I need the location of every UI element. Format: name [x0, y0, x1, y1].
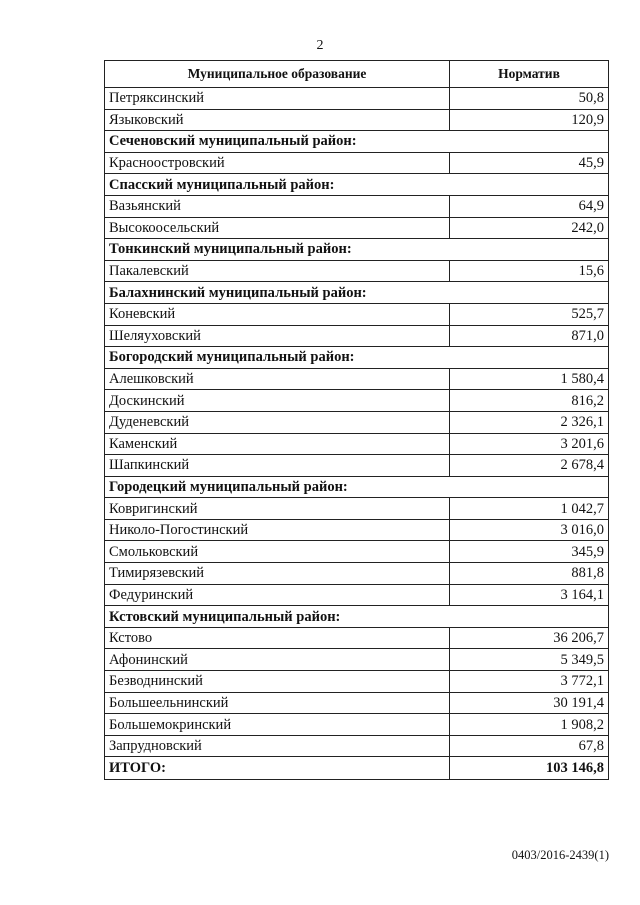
table-row	[105, 671, 609, 693]
table-row	[105, 325, 609, 347]
table-row	[105, 303, 609, 325]
table-row	[105, 692, 609, 714]
settlement-name: Николо-Погостинский	[105, 519, 450, 541]
norm-value: 1 580,4	[450, 368, 609, 390]
page-number: 2	[316, 38, 324, 53]
settlement-name: Коневский	[105, 303, 450, 325]
table-row	[105, 563, 609, 585]
settlement-name: Шеляуховский	[105, 325, 450, 347]
norm-value: 30 191,4	[450, 692, 609, 714]
norm-value: 67,8	[450, 735, 609, 757]
document-code: 0403/2016-2439(1)	[511, 848, 609, 862]
settlement-name: Смольковский	[105, 541, 450, 563]
settlement-name: Петряксинский	[105, 88, 450, 110]
table-row	[105, 714, 609, 736]
table-row	[105, 152, 609, 174]
settlement-name: Каменский	[105, 433, 450, 455]
norm-value: 3 772,1	[450, 671, 609, 693]
norm-value: 816,2	[450, 390, 609, 412]
norm-value: 345,9	[450, 541, 609, 563]
norm-value: 3 201,6	[450, 433, 609, 455]
settlement-name: Высокоосельский	[105, 217, 450, 239]
table-row	[105, 217, 609, 239]
table-row	[105, 88, 609, 110]
district-group-row	[105, 131, 609, 153]
table-row	[105, 411, 609, 433]
settlement-name: Алешковский	[105, 368, 450, 390]
district-group-row	[105, 239, 609, 261]
norm-value: 120,9	[450, 109, 609, 131]
district-name: Городецкий муниципальный район:	[105, 476, 609, 498]
norm-value: 36 206,7	[450, 627, 609, 649]
norm-value: 242,0	[450, 217, 609, 239]
table-row	[105, 368, 609, 390]
total-row	[105, 757, 609, 780]
settlement-name: Доскинский	[105, 390, 450, 412]
table-row	[105, 584, 609, 606]
table-row	[105, 627, 609, 649]
table-row	[105, 390, 609, 412]
settlement-name: Запрудновский	[105, 735, 450, 757]
norm-value: 3 164,1	[450, 584, 609, 606]
district-group-row	[105, 282, 609, 304]
district-name: Спасский муниципальный район:	[105, 174, 609, 196]
norm-value: 5 349,5	[450, 649, 609, 671]
settlement-name: Тимирязевский	[105, 563, 450, 585]
norm-table	[104, 60, 609, 780]
settlement-name: Пакалевский	[105, 260, 450, 282]
table-row	[105, 735, 609, 757]
norm-value: 871,0	[450, 325, 609, 347]
norm-value: 2 678,4	[450, 455, 609, 477]
district-group-row	[105, 606, 609, 628]
settlement-name: Афонинский	[105, 649, 450, 671]
district-name: Кстовский муниципальный район:	[105, 606, 609, 628]
district-name: Сеченовский муниципальный район:	[105, 131, 609, 153]
district-name: Балахнинский муниципальный район:	[105, 282, 609, 304]
district-name: Тонкинский муниципальный район:	[105, 239, 609, 261]
table-row	[105, 433, 609, 455]
settlement-name: Большеельнинский	[105, 692, 450, 714]
table-header-row	[105, 61, 609, 88]
district-group-row	[105, 476, 609, 498]
settlement-name: Федуринский	[105, 584, 450, 606]
total-label: ИТОГО:	[105, 757, 450, 780]
settlement-name: Дуденевский	[105, 411, 450, 433]
settlement-name: Кстово	[105, 627, 450, 649]
norm-value: 64,9	[450, 195, 609, 217]
district-group-row	[105, 174, 609, 196]
norm-value: 50,8	[450, 88, 609, 110]
settlement-name: Ковригинский	[105, 498, 450, 520]
table-row	[105, 195, 609, 217]
header-municipality: Муниципальное образование	[105, 61, 450, 88]
table-body	[105, 88, 609, 780]
table-row	[105, 649, 609, 671]
header-norm: Норматив	[450, 61, 609, 88]
norm-value: 525,7	[450, 303, 609, 325]
table-row	[105, 109, 609, 131]
settlement-name: Шапкинский	[105, 455, 450, 477]
settlement-name: Красноостровский	[105, 152, 450, 174]
settlement-name: Безводнинский	[105, 671, 450, 693]
table-row	[105, 541, 609, 563]
table-row	[105, 498, 609, 520]
table-row	[105, 455, 609, 477]
settlement-name: Вазьянский	[105, 195, 450, 217]
settlement-name: Большемокринский	[105, 714, 450, 736]
total-value: 103 146,8	[450, 757, 609, 780]
norm-value: 1 908,2	[450, 714, 609, 736]
district-group-row	[105, 347, 609, 369]
norm-value: 3 016,0	[450, 519, 609, 541]
district-name: Богородский муниципальный район:	[105, 347, 609, 369]
norm-value: 45,9	[450, 152, 609, 174]
table-row	[105, 260, 609, 282]
norm-value: 2 326,1	[450, 411, 609, 433]
norm-value: 881,8	[450, 563, 609, 585]
norm-value: 1 042,7	[450, 498, 609, 520]
table-row	[105, 519, 609, 541]
settlement-name: Языковский	[105, 109, 450, 131]
norm-value: 15,6	[450, 260, 609, 282]
